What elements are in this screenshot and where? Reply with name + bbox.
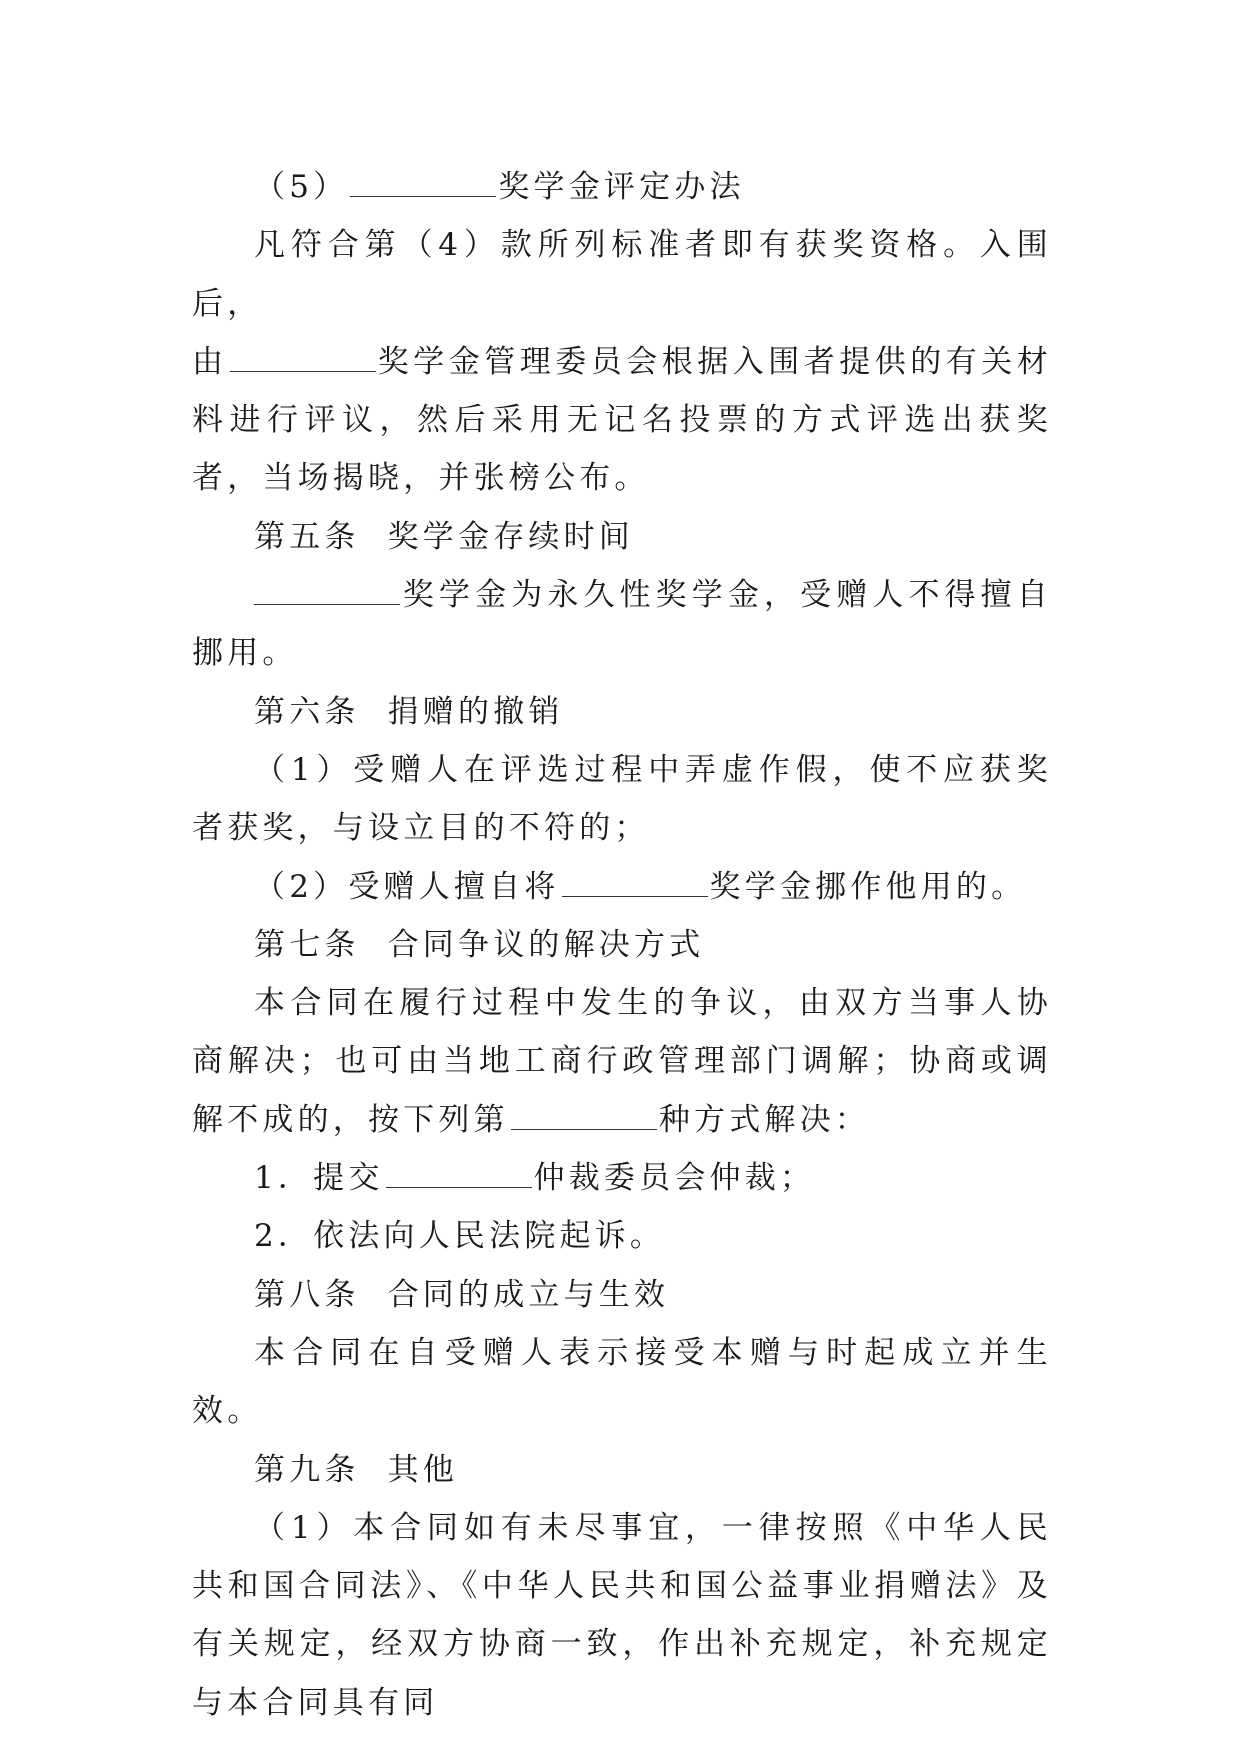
article-7-heading: 第七条 合同争议的解决方式 [254, 926, 705, 963]
paragraph-committee-review: 由 奖学金管理委员会根据入围者提供的有关材料进行评议，然后采用无记名投票的方式评选出获奖者，当场揭晓，并张榜公布。 [192, 343, 1052, 497]
option-litigation: 2．依法向人民法院起诉。 [254, 1218, 666, 1255]
paragraph-evaluation-method: （5） 奖学金评定办法 [254, 169, 745, 205]
clause-9-1: （1）本合同如有未尽事宜，一律按照《中华人民共和国合同法》、《中华人民共和国公益事业捐赠法》及有关规定，经双方协商一致，作出补充规定，补充规定与本合同具有同 [192, 1509, 1052, 1721]
article-8-heading: 第八条 合同的成立与生效 [254, 1276, 670, 1313]
article-9-heading: 第九条 其他 [254, 1451, 459, 1488]
blank-field [511, 1101, 657, 1130]
document-body [192, 158, 1052, 1732]
paragraph-dispute-resolution: 本合同在履行过程中发生的争议，由双方当事人协商解决；也可由当地工商行政管理部门调解；协商或调解不成的，按下列第 种方式解决： [192, 985, 1052, 1138]
blank-field [562, 868, 708, 897]
paragraph-permanence: 奖学金为永久性奖学金，受赠人不得擅自挪用。 [192, 577, 1052, 672]
article-5-heading: 第五条 奖学金存续时间 [254, 518, 635, 555]
blank-field [386, 1159, 532, 1188]
clause-6-1: （1）受赠人在评选过程中弄虚作假，使不应获奖者获奖，与设立目的不符的； [192, 751, 1052, 847]
blank-field [350, 168, 496, 197]
paragraph-effectiveness: 本合同在自受赠人表示接受本赠与时起成立并生效。 [192, 1334, 1052, 1430]
option-arbitration: 1．提交 仲裁委员会仲裁； [254, 1160, 816, 1197]
article-6-heading: 第六条 捐赠的撤销 [254, 693, 564, 730]
blank-field [254, 576, 400, 605]
clause-6-2: （2）受赠人擅自将 奖学金挪作他用的。 [254, 868, 1027, 905]
blank-field [230, 343, 376, 372]
paragraph-qualification: 凡符合第（4）款所列标准者即有获奖资格。入围后， [192, 227, 1052, 322]
